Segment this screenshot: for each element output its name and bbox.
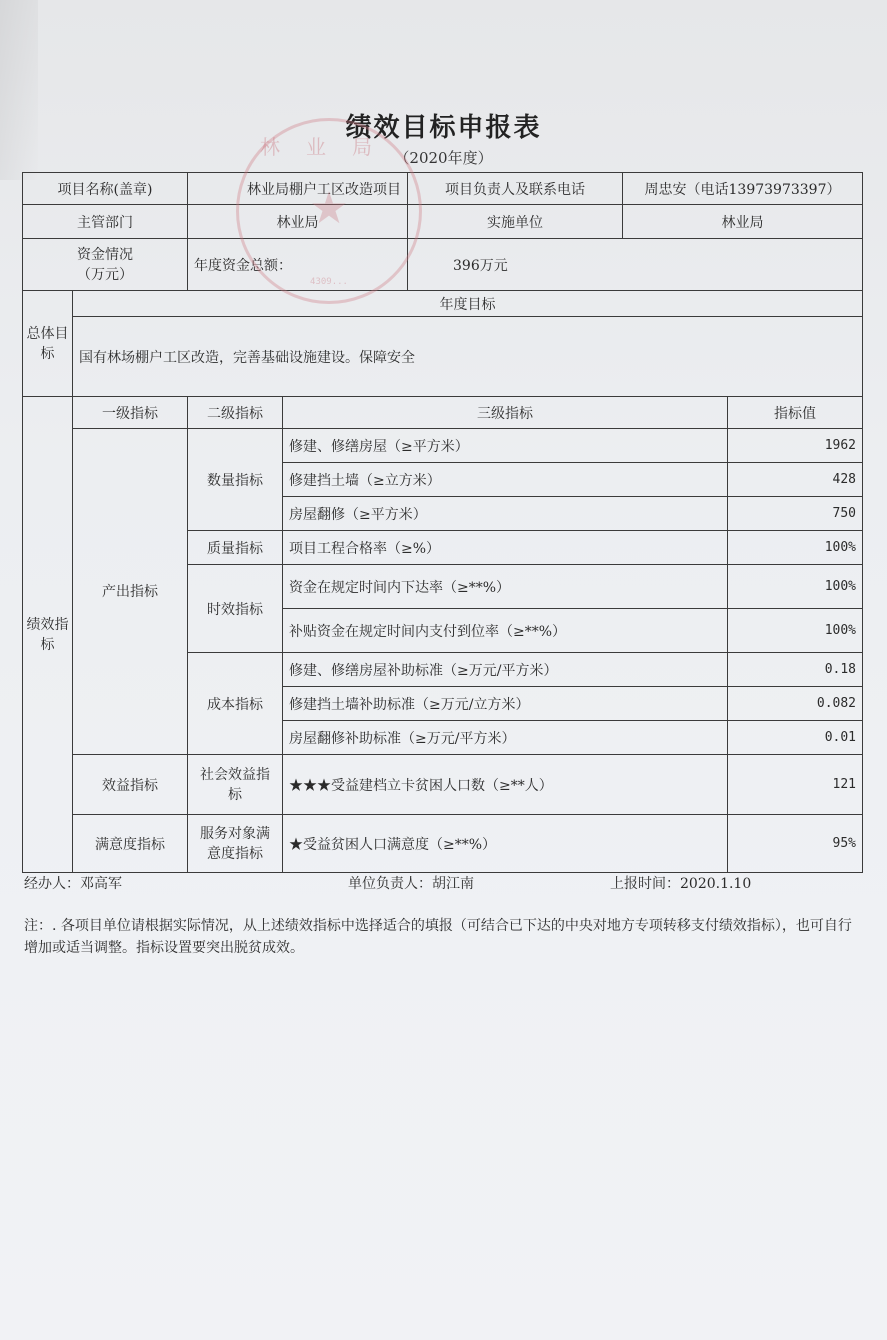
page-subtitle: （2020年度） <box>394 149 493 167</box>
output-indicator-label: 产出指标 <box>73 429 188 755</box>
indicator-value: 0.18 <box>728 653 863 687</box>
table-row <box>23 815 863 873</box>
project-name-value: 林业局棚户工区改造项目 <box>188 173 408 205</box>
indicator-name: 资金在规定时间内下达率（≥**%） <box>283 565 728 609</box>
fund-total-label: 年度资金总额： <box>188 239 408 291</box>
social-benefit-label: 社会效益指标 <box>188 755 283 815</box>
fund-label-line1: 资金情况 <box>77 246 133 263</box>
responsible-value: 周忠安（电话13973973397） <box>623 173 863 205</box>
indicator-value: 0.082 <box>728 687 863 721</box>
performance-form-table <box>22 172 863 873</box>
fund-label <box>23 239 188 291</box>
service-satisfaction-label: 服务对象满意度指标 <box>188 815 283 873</box>
indicator-name: 修建挡土墙（≥立方米） <box>283 463 728 497</box>
indicator-value: 100% <box>728 531 863 565</box>
row-annual-goal-header <box>23 291 863 317</box>
benefit-indicator-label: 效益指标 <box>73 755 188 815</box>
annual-goal-label: 年度目标 <box>73 291 863 317</box>
indicator-value: 95% <box>728 815 863 873</box>
project-name-label: 项目名称(盖章) <box>23 173 188 205</box>
indicator-name: 项目工程合格率（≥%） <box>283 531 728 565</box>
indicator-name: 修建、修缮房屋（≥平方米） <box>283 429 728 463</box>
indicator-name: 修建、修缮房屋补助标准（≥万元/平方米） <box>283 653 728 687</box>
indicator-name: 房屋翻修（≥平方米） <box>283 497 728 531</box>
indicator-name: 房屋翻修补助标准（≥万元/平方米） <box>283 721 728 755</box>
row-project-name <box>23 173 863 205</box>
row-department <box>23 205 863 239</box>
row-indicator-header <box>23 397 863 429</box>
dept-value: 林业局 <box>188 205 408 239</box>
unit-head-signature: 单位负责人：胡江南 <box>348 876 474 892</box>
col-level3: 三级指标 <box>283 397 728 429</box>
fund-total-value: 396万元 <box>408 239 863 291</box>
timeliness-indicator-label: 时效指标 <box>188 565 283 653</box>
seal-text: 林业局 <box>260 135 398 159</box>
responsible-label: 项目负责人及联系电话 <box>408 173 623 205</box>
impl-label: 实施单位 <box>408 205 623 239</box>
col-level1: 一级指标 <box>73 397 188 429</box>
col-value: 指标值 <box>728 397 863 429</box>
note-text: 注：. 各项目单位请根据实际情况，从上述绩效指标中选择适合的填报（可结合已下达的中央对地方专项转移支付绩效指标），也可自行增加或适当调整。指标设置要突出脱贫成效。 <box>24 918 852 956</box>
cost-indicator-label: 成本指标 <box>188 653 283 755</box>
annual-goal-text: 国有林场棚户工区改造，完善基础设施建设。保障安全 <box>73 317 863 397</box>
report-time: 上报时间：2020.1.10 <box>610 876 752 892</box>
overall-goal-side-label: 总体目标 <box>23 291 73 397</box>
indicator-value: 121 <box>728 755 863 815</box>
indicator-name: ★★★受益建档立卡贫困人口数（≥**人） <box>283 755 728 815</box>
handler-signature: 经办人：邓高军 <box>24 876 122 892</box>
impl-value: 林业局 <box>623 205 863 239</box>
quantity-indicator-label: 数量指标 <box>188 429 283 531</box>
table-row <box>23 429 863 463</box>
fund-label-line2: （万元） <box>77 266 133 283</box>
indicator-side-label: 绩效指标 <box>23 397 73 873</box>
indicator-value: 100% <box>728 565 863 609</box>
quality-indicator-label: 质量指标 <box>188 531 283 565</box>
seal-star-icon: ★ <box>309 183 349 234</box>
row-annual-goal-text <box>23 317 863 397</box>
col-level2: 二级指标 <box>188 397 283 429</box>
row-fund <box>23 239 863 291</box>
indicator-value: 0.01 <box>728 721 863 755</box>
indicator-value: 1962 <box>728 429 863 463</box>
dept-label: 主管部门 <box>23 205 188 239</box>
indicator-value: 750 <box>728 497 863 531</box>
table-row <box>23 755 863 815</box>
indicator-value: 428 <box>728 463 863 497</box>
satisfaction-indicator-label: 满意度指标 <box>73 815 188 873</box>
indicator-name: ★受益贫困人口满意度（≥**%） <box>283 815 728 873</box>
indicator-value: 100% <box>728 609 863 653</box>
page-title: 绩效目标申报表 <box>345 113 542 143</box>
indicator-name: 修建挡土墙补助标准（≥万元/立方米） <box>283 687 728 721</box>
seal-code: 4309... <box>310 277 348 287</box>
indicator-name: 补贴资金在规定时间内支付到位率（≥**%） <box>283 609 728 653</box>
